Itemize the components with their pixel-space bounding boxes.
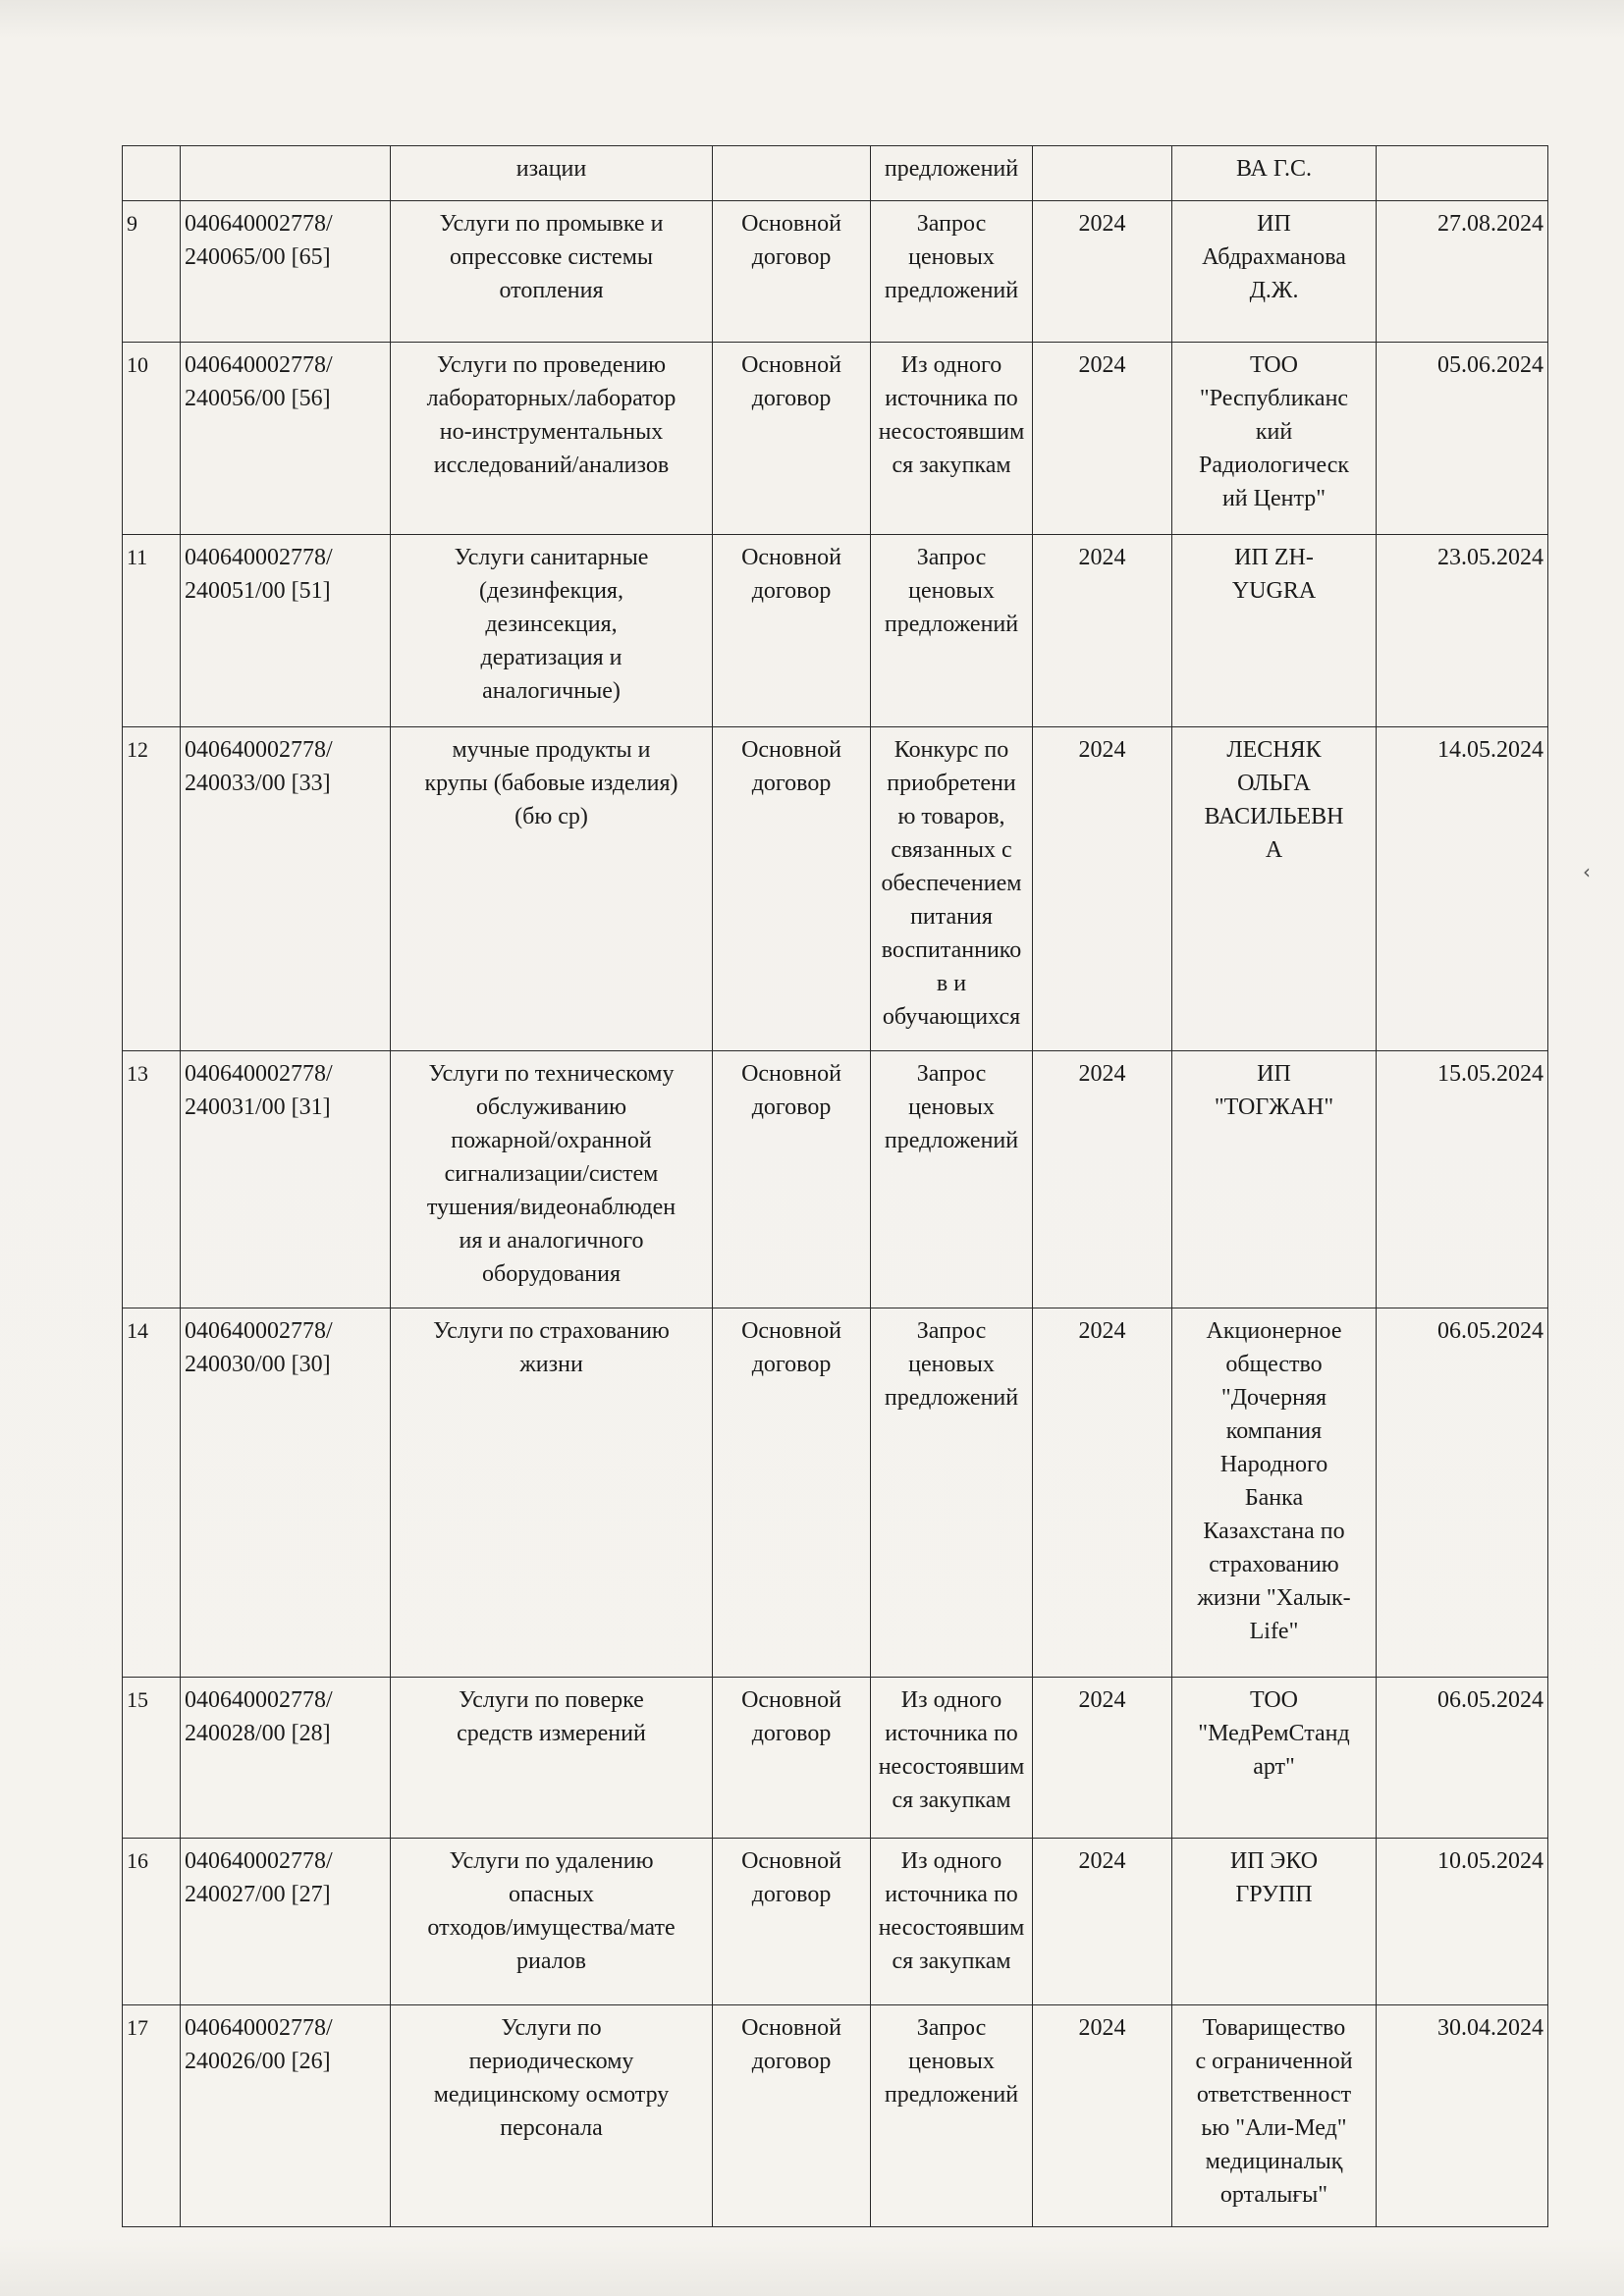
cell-date-text: 27.08.2024 bbox=[1437, 211, 1543, 237]
cell-subject-text: Услуги по проведению лабораторных/лаборатор но-инструментальных исследований/анализов bbox=[426, 352, 677, 478]
contracts-table bbox=[122, 145, 1548, 2227]
cell-year-text: 2024 bbox=[1078, 352, 1126, 378]
cell-contract-type bbox=[713, 343, 871, 535]
cell-contract-id bbox=[181, 343, 391, 535]
cell-year bbox=[1033, 1308, 1172, 1678]
cell-subject bbox=[391, 727, 713, 1051]
cell-contract-id-text: 040640002778/ 240028/00 [28] bbox=[185, 1687, 333, 1746]
cell-method bbox=[871, 1308, 1033, 1678]
cell-number-text: 9 bbox=[127, 211, 137, 236]
cell-method-text: предложений bbox=[884, 156, 1019, 182]
cell-number-text: 10 bbox=[127, 352, 148, 377]
cell-number bbox=[123, 1839, 181, 2005]
cell-contract-id bbox=[181, 1051, 391, 1308]
cell-year-text: 2024 bbox=[1078, 1848, 1126, 1874]
table-row bbox=[123, 2005, 1548, 2227]
cell-number bbox=[123, 1051, 181, 1308]
cell-subject-text: Услуги санитарные (дезинфекция, дезинсекция, дератизация и аналогичные) bbox=[454, 545, 649, 704]
cell-year-text: 2024 bbox=[1078, 1687, 1126, 1713]
cell-method-text: Запрос ценовых предложений bbox=[884, 2015, 1019, 2108]
table-row-continuation bbox=[123, 146, 1548, 201]
cell-contract-id-text: 040640002778/ 240051/00 [51] bbox=[185, 545, 333, 604]
cell-number-text: 11 bbox=[127, 545, 148, 569]
cell-number-text: 17 bbox=[127, 2015, 148, 2040]
cell-method bbox=[871, 146, 1033, 201]
cell-year bbox=[1033, 2005, 1172, 2227]
cell-number bbox=[123, 343, 181, 535]
cell-date-text: 06.05.2024 bbox=[1437, 1687, 1543, 1713]
cell-supplier-text: ИП "ТОГЖАН" bbox=[1214, 1061, 1334, 1120]
cell-contract-type bbox=[713, 1308, 871, 1678]
cell-contract-id bbox=[181, 2005, 391, 2227]
cell-year bbox=[1033, 1839, 1172, 2005]
cell-date bbox=[1377, 1678, 1548, 1839]
cell-subject-text: Услуги по поверке средств измерений bbox=[457, 1687, 646, 1746]
cell-method-text: Запрос ценовых предложений bbox=[884, 545, 1019, 637]
cell-contract-type bbox=[713, 535, 871, 727]
cell-contract-id bbox=[181, 1839, 391, 2005]
cell-contract-id-text: 040640002778/ 240033/00 [33] bbox=[185, 737, 333, 796]
cell-date bbox=[1377, 1839, 1548, 2005]
cell-year-text: 2024 bbox=[1078, 545, 1126, 570]
table-row bbox=[123, 1308, 1548, 1678]
cell-supplier bbox=[1172, 343, 1377, 535]
cell-supplier-text: ИП ЭКО ГРУПП bbox=[1229, 1848, 1319, 1907]
cell-contract-type bbox=[713, 1839, 871, 2005]
cell-method-text: Запрос ценовых предложений bbox=[884, 211, 1019, 303]
cell-contract-type-text: Основной договор bbox=[741, 545, 841, 604]
cell-date bbox=[1377, 727, 1548, 1051]
cell-contract-type bbox=[713, 727, 871, 1051]
table-row bbox=[123, 343, 1548, 535]
cell-contract-type bbox=[713, 1678, 871, 1839]
cell-subject bbox=[391, 1051, 713, 1308]
cell-supplier-text: ЛЕСНЯК ОЛЬГА ВАСИЛЬЕВН А bbox=[1204, 737, 1344, 863]
cell-date-text: 05.06.2024 bbox=[1437, 352, 1543, 378]
cell-contract-type-text: Основной договор bbox=[741, 1848, 841, 1907]
cell-contract-type bbox=[713, 1051, 871, 1308]
cell-supplier bbox=[1172, 1839, 1377, 2005]
table-row bbox=[123, 201, 1548, 343]
cell-supplier-text: ИП Абдрахманова Д.Ж. bbox=[1202, 211, 1346, 303]
cell-contract-id-text: 040640002778/ 240026/00 [26] bbox=[185, 2015, 333, 2074]
cell-contract-type-text: Основной договор bbox=[741, 737, 841, 796]
cell-date bbox=[1377, 1051, 1548, 1308]
cell-contract-type-text: Основной договор bbox=[741, 211, 841, 270]
cell-number-text: 12 bbox=[127, 737, 148, 762]
cell-date-text: 06.05.2024 bbox=[1437, 1318, 1543, 1344]
cell-method-text: Запрос ценовых предложений bbox=[884, 1061, 1019, 1153]
cell-contract-id bbox=[181, 1308, 391, 1678]
cell-number-text: 14 bbox=[127, 1318, 148, 1343]
cell-supplier-text: ВА Г.С. bbox=[1235, 156, 1312, 182]
cell-supplier-text: Акционерное общество "Дочерняя компания Народного Банка Казахстана по страхованию жизни "Халык- Life" bbox=[1197, 1318, 1351, 1644]
cell-method bbox=[871, 1839, 1033, 2005]
cell-number-text: 15 bbox=[127, 1687, 148, 1712]
table-row bbox=[123, 1839, 1548, 2005]
cell-method-text: Из одного источника по несостоявшим ся закупкам bbox=[878, 1848, 1025, 1974]
cell-supplier-text: Товарищество с ограниченной ответственност ью "Али-Мед" медициналық орталығы" bbox=[1195, 2015, 1353, 2208]
cell-method-text: Из одного источника по несостоявшим ся закупкам bbox=[878, 352, 1025, 478]
cell-date bbox=[1377, 1308, 1548, 1678]
cell-subject-text: Услуги по промывке и опрессовке системы отопления bbox=[439, 211, 664, 303]
cell-subject-text: Услуги по страхованию жизни bbox=[433, 1318, 670, 1377]
cell-date-text: 15.05.2024 bbox=[1437, 1061, 1543, 1087]
cell-method bbox=[871, 343, 1033, 535]
cell-number bbox=[123, 201, 181, 343]
cell-number bbox=[123, 535, 181, 727]
cell-method-text: Запрос ценовых предложений bbox=[884, 1318, 1019, 1411]
cell-method bbox=[871, 727, 1033, 1051]
cell-subject bbox=[391, 1308, 713, 1678]
cell-year-text: 2024 bbox=[1078, 1061, 1126, 1087]
cell-date bbox=[1377, 146, 1548, 201]
cell-contract-type-text: Основной договор bbox=[741, 1687, 841, 1746]
edge-mark: ‹ bbox=[1583, 860, 1591, 883]
cell-subject bbox=[391, 535, 713, 727]
cell-date-text: 23.05.2024 bbox=[1437, 545, 1543, 570]
cell-year bbox=[1033, 343, 1172, 535]
cell-contract-type bbox=[713, 201, 871, 343]
cell-method-text: Из одного источника по несостоявшим ся закупкам bbox=[878, 1687, 1025, 1813]
cell-contract-id-text: 040640002778/ 240065/00 [65] bbox=[185, 211, 333, 270]
cell-date bbox=[1377, 2005, 1548, 2227]
cell-subject-text: мучные продукты и крупы (бабовые изделия) (бю ср) bbox=[424, 737, 678, 829]
cell-subject-text: изации bbox=[515, 156, 587, 182]
cell-date-text: 30.04.2024 bbox=[1437, 2015, 1543, 2041]
cell-year-text: 2024 bbox=[1078, 1318, 1126, 1344]
cell-number-text: 16 bbox=[127, 1848, 148, 1873]
cell-contract-id bbox=[181, 1678, 391, 1839]
cell-year bbox=[1033, 201, 1172, 343]
cell-contract-type bbox=[713, 146, 871, 201]
cell-number bbox=[123, 2005, 181, 2227]
cell-subject bbox=[391, 1839, 713, 2005]
cell-supplier bbox=[1172, 201, 1377, 343]
cell-date bbox=[1377, 535, 1548, 727]
cell-number bbox=[123, 146, 181, 201]
cell-subject bbox=[391, 201, 713, 343]
cell-year bbox=[1033, 1051, 1172, 1308]
cell-contract-id-text: 040640002778/ 240031/00 [31] bbox=[185, 1061, 333, 1120]
cell-contract-id-text: 040640002778/ 240056/00 [56] bbox=[185, 352, 333, 411]
cell-supplier bbox=[1172, 2005, 1377, 2227]
cell-date bbox=[1377, 343, 1548, 535]
cell-method bbox=[871, 1678, 1033, 1839]
cell-subject bbox=[391, 146, 713, 201]
cell-supplier bbox=[1172, 146, 1377, 201]
cell-contract-type bbox=[713, 2005, 871, 2227]
cell-supplier bbox=[1172, 1678, 1377, 1839]
cell-supplier-text: ТОО "МедРемСтанд арт" bbox=[1198, 1687, 1350, 1780]
cell-year-text: 2024 bbox=[1078, 2015, 1126, 2041]
cell-contract-type-text: Основной договор bbox=[741, 2015, 841, 2074]
cell-date-text: 14.05.2024 bbox=[1437, 737, 1543, 763]
cell-date-text: 10.05.2024 bbox=[1437, 1848, 1543, 1874]
cell-subject-text: Услуги по техническому обслуживанию пожарной/охранной сигнализации/систем тушения/видеонаблюден ия и аналогичного оборудования bbox=[426, 1061, 677, 1287]
cell-contract-id-text: 040640002778/ 240030/00 [30] bbox=[185, 1318, 333, 1377]
cell-year bbox=[1033, 535, 1172, 727]
cell-year-text: 2024 bbox=[1078, 211, 1126, 237]
cell-number-text: 13 bbox=[127, 1061, 148, 1086]
cell-supplier bbox=[1172, 1308, 1377, 1678]
cell-contract-id bbox=[181, 535, 391, 727]
cell-subject bbox=[391, 1678, 713, 1839]
cell-subject-text: Услуги по удалению опасных отходов/имущества/мате риалов bbox=[427, 1848, 676, 1974]
cell-year bbox=[1033, 146, 1172, 201]
cell-contract-type-text: Основной договор bbox=[741, 352, 841, 411]
cell-contract-id-text: 040640002778/ 240027/00 [27] bbox=[185, 1848, 333, 1907]
cell-supplier-text: ИП ZH- YUGRA bbox=[1231, 545, 1317, 604]
table-row bbox=[123, 727, 1548, 1051]
cell-year-text: 2024 bbox=[1078, 737, 1126, 763]
cell-contract-id bbox=[181, 146, 391, 201]
cell-method bbox=[871, 1051, 1033, 1308]
cell-supplier bbox=[1172, 727, 1377, 1051]
table-row bbox=[123, 1051, 1548, 1308]
cell-supplier-text: ТОО "Республиканс кий Радиологическ ий Центр" bbox=[1198, 352, 1350, 511]
cell-number bbox=[123, 1308, 181, 1678]
cell-subject bbox=[391, 343, 713, 535]
cell-contract-type-text: Основной договор bbox=[741, 1318, 841, 1377]
cell-contract-id bbox=[181, 727, 391, 1051]
cell-number bbox=[123, 727, 181, 1051]
cell-date bbox=[1377, 201, 1548, 343]
cell-contract-type-text: Основной договор bbox=[741, 1061, 841, 1120]
cell-subject bbox=[391, 2005, 713, 2227]
cell-supplier bbox=[1172, 1051, 1377, 1308]
cell-year bbox=[1033, 1678, 1172, 1839]
cell-number bbox=[123, 1678, 181, 1839]
cell-method bbox=[871, 2005, 1033, 2227]
table-row bbox=[123, 1678, 1548, 1839]
table-row bbox=[123, 535, 1548, 727]
cell-method-text: Конкурс по приобретени ю товаров, связанных с обеспечением питания воспитаннико в и обучающихся bbox=[881, 737, 1022, 1030]
cell-supplier bbox=[1172, 535, 1377, 727]
cell-contract-id bbox=[181, 201, 391, 343]
cell-subject-text: Услуги по периодическому медицинскому осмотру персонала bbox=[433, 2015, 670, 2141]
cell-method bbox=[871, 201, 1033, 343]
cell-year bbox=[1033, 727, 1172, 1051]
cell-method bbox=[871, 535, 1033, 727]
